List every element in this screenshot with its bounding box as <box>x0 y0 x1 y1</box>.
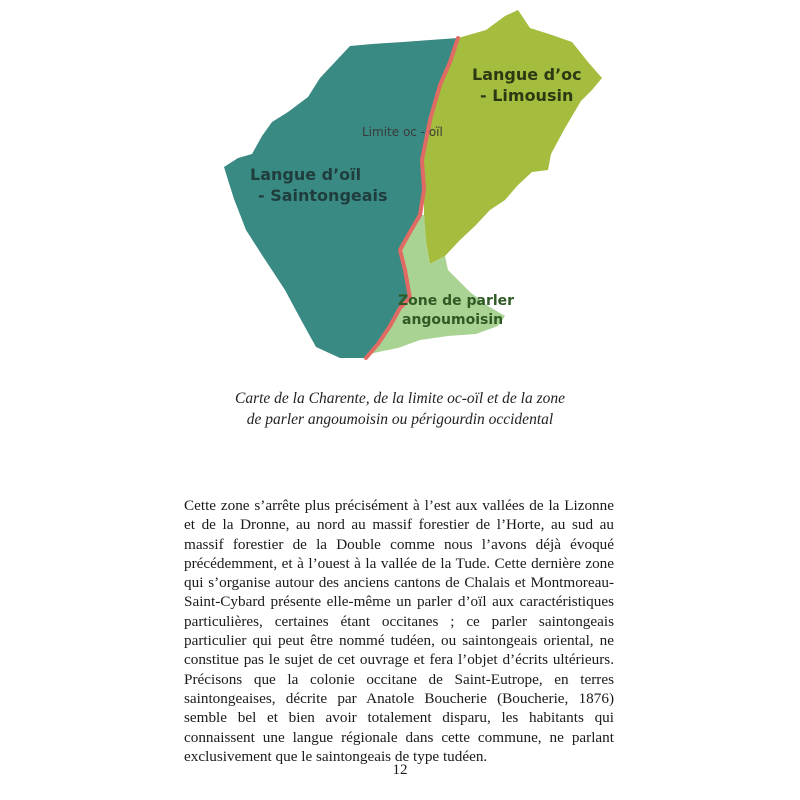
zone-label-line1: Zone de parler <box>398 293 515 309</box>
body-paragraph: Cette zone s’arrête plus précisément à l’est aux vallées de la Lizonne et de la Dronne, au nord au massif forestier de l’Horte, au sud au massif forestier de la Double comme nous l’avons déjà évoqué précédemment, et à l’ouest à la vallée de la Tude. Cette dernière zone qui s’organise autour des anciens cantons de Chalais et Montmoreau-Saint-Cybard présente elle-même un parler d’oïl aux caractéristiques particulières, certaines étant occitanes ; ce parler saintongeais particulier qui peut être nommé tudéen, ou saintongeais oriental, ne constitue pas le sujet de cet ouvrage et fera l’objet d’écrits ultérieurs. Précisons que la colonie occitane de Saint-Eutrope, en terres saintongeaises, décrite par Anatole Boucherie (Boucherie, 1876) semble bel et bien avoir totalement disparu, les habitants qui connaissent une langue régionale dans cette commune, ne parlant exclusivement que le saintongeais de type tudéen. <box>184 497 614 765</box>
oc-label-line2: - Limousin <box>480 86 574 105</box>
caption-line-1: Carte de la Charente, de la limite oc-oïl et de la zone <box>234 390 566 407</box>
caption-line-2: de parler angoumoisin ou périgourdin occidental <box>246 411 554 428</box>
oc-label-line1: Langue d’oc <box>472 65 582 84</box>
page-number: 12 <box>392 762 408 778</box>
charente-dialect-map <box>0 0 800 370</box>
oil-label-line1: Langue d’oïl <box>250 165 362 184</box>
map-caption <box>0 388 800 430</box>
oil-label-line2: - Saintongeais <box>258 186 388 205</box>
zone-label-line2: angoumoisin <box>402 312 504 328</box>
limit-label: Limite oc - oïl <box>362 125 443 139</box>
